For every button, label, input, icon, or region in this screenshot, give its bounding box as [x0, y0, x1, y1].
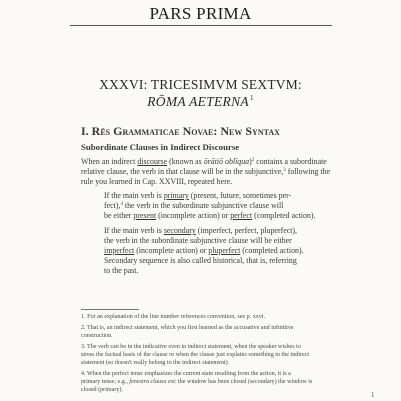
term-present: present	[133, 211, 157, 220]
rule1-line-2	[104, 201, 283, 210]
intro-line-1	[81, 157, 327, 166]
footnote-ref-4[interactable]: 4	[120, 202, 123, 207]
text: the verb in the subordinate subjunctive clause will	[122, 201, 284, 210]
text: (incomplete action) or	[156, 211, 231, 220]
chapter-subtitle-text: RŌMA AETERNA	[147, 94, 249, 109]
rule2-line-5: to the past.	[104, 266, 139, 275]
text: following the	[285, 167, 331, 176]
footnote-2-line-2: construction.	[81, 333, 113, 339]
term-discourse: discourse	[137, 157, 168, 166]
text: If the main verb is	[104, 191, 164, 200]
text: contains a subordinate	[254, 157, 327, 166]
text: (completed action).	[252, 211, 316, 220]
footnote-ref-3[interactable]: 3	[283, 168, 286, 173]
term-perfect: perfect	[230, 211, 253, 220]
section-title: Rēs Grammaticae Novae: New Syntax	[91, 124, 280, 138]
term-primary: primary	[163, 191, 189, 200]
footnote-3-line-2: stress the factual basis of the clause or when the clause just explains something in the indirect	[81, 352, 310, 358]
rule2-line-1	[104, 226, 297, 235]
text: fect),	[104, 201, 121, 210]
term-imperfect: imperfect	[104, 246, 135, 255]
intro-line-3: rule you learned in Cap. XXVIII, repeated here.	[81, 177, 233, 186]
text: (completed action).	[240, 246, 304, 255]
footnote-3-line-1: 3. The verb can be in the indicative even in indirect statement, when the speaker wishes to	[81, 344, 301, 350]
rule2-line-3	[104, 246, 304, 255]
text: (present, future, sometimes per-	[188, 191, 292, 200]
footnote-4-line-1: 4. When the perfect tense emphasizes the current state resulting from the action, it is a	[81, 371, 291, 377]
subsection-heading: Subordinate Clauses in Indirect Discourse	[81, 142, 240, 152]
text: When an indirect	[81, 157, 138, 166]
text: )	[249, 157, 252, 166]
rule2-line-4: Secondary sequence is also called historical, that is, referring	[104, 256, 297, 265]
text: (incomplete action) or	[134, 246, 209, 255]
running-header: PARS PRIMA	[149, 4, 252, 23]
text: primary tense; e.g.,	[81, 379, 130, 385]
term-pluperfect: pluperfect	[208, 246, 241, 255]
text: : the window has been closed (secondary) the window is	[174, 379, 313, 385]
rule2-line-2: the verb in the subordinate subjunctive clause will be either	[104, 236, 292, 245]
text: be either	[104, 211, 134, 220]
footnote-3-line-3: statement (so doesn't really belong to the indirect statement).	[81, 360, 230, 366]
text: If the main verb is	[104, 226, 164, 235]
chapter-heading: XXXVI: TRICESIMVM SEXTVM:	[99, 77, 302, 92]
intro-line-2	[81, 167, 330, 176]
latin-example: fenestra clausa est	[129, 379, 175, 385]
term-secondary: secondary	[163, 226, 196, 235]
footnote-ref-2[interactable]: 2	[251, 158, 255, 163]
header-rule	[70, 25, 332, 26]
footnote-4-line-3: closed (primary).	[81, 387, 123, 393]
rule1-line-1	[104, 191, 291, 200]
text: relative clause, the verb in that clause will be in the subjunctive,	[81, 167, 284, 176]
footnote-ref-1[interactable]: 1	[249, 94, 254, 102]
term-oratio-obliqua: ōrātiō oblīqua	[203, 157, 250, 166]
rule1-line-3	[104, 211, 315, 220]
text: (imperfect, perfect, pluperfect),	[195, 226, 298, 235]
section-heading	[81, 124, 280, 139]
page-number: 1	[371, 391, 375, 399]
footnote-1: 1. For an explanation of the line number references convention, see p. xxvi.	[81, 314, 266, 320]
footnote-2-line-1: 2. That is, an indirect statement, which you first learned as the accusative and infinitive	[81, 325, 294, 331]
section-number: I.	[81, 124, 89, 138]
text: (known as	[167, 157, 204, 166]
footnote-rule	[81, 309, 139, 310]
chapter-subtitle	[0, 94, 401, 110]
footnote-4-line-2	[81, 379, 312, 385]
